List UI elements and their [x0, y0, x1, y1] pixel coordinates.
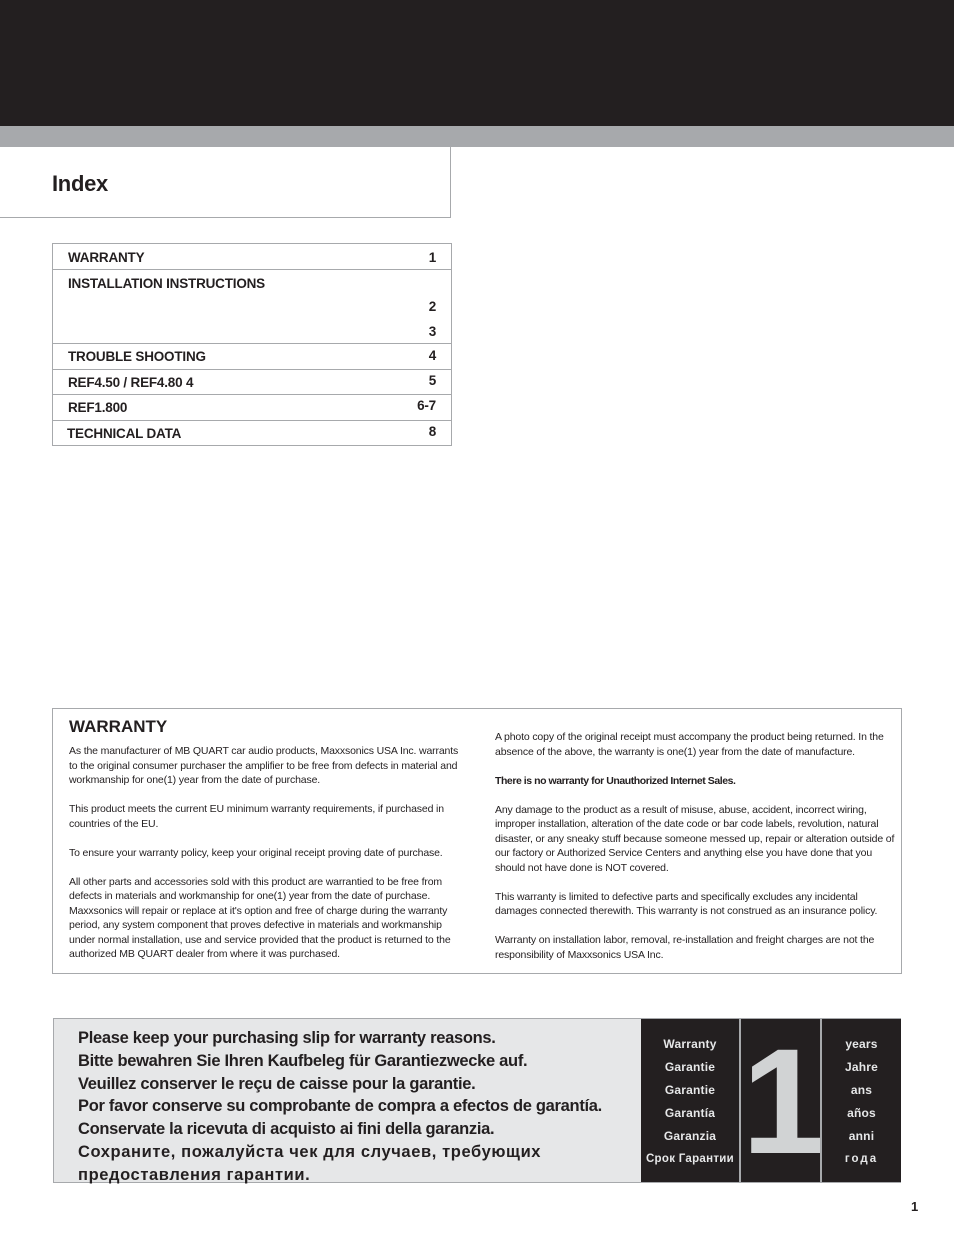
toc-page: 2 [428, 299, 436, 314]
years-word: years [845, 1037, 878, 1051]
years-word: anni [848, 1129, 875, 1143]
toc-page: 8 [428, 424, 436, 439]
index-heading-box [0, 147, 451, 218]
years-word-list [822, 1019, 901, 1182]
years-number: 1 [741, 1016, 820, 1185]
warranty-right-column [495, 730, 895, 977]
toc-page: 5 [428, 373, 436, 388]
notice-line-en: Please keep your purchasing slip for warranty reasons. [78, 1029, 496, 1047]
warranty-word-list [641, 1019, 739, 1182]
warranty-paragraph: This product meets the current EU minimum warranty requirements, if purchased in countries of the EU. [69, 803, 444, 830]
toc-page: 1 [428, 250, 436, 265]
warranty-paragraph: To ensure your warranty policy, keep your original receipt proving date of purchase. [69, 846, 443, 859]
notice-line-es: Por favor conserve su comprobante de compra a efectos de garantía. [78, 1097, 602, 1116]
toc-page: 3 [428, 324, 436, 339]
notice-line-de: Bitte bewahren Sie Ihren Kaufbeleg für Garantiezwecke auf. [78, 1051, 528, 1070]
warranty-word: Garantía [664, 1106, 716, 1120]
years-word: ans [850, 1083, 873, 1097]
warranty-left-column [69, 744, 469, 976]
header-grey-band [0, 126, 954, 147]
toc-label: INSTALLATION INSTRUCTIONS [68, 276, 265, 291]
toc-page: 4 [428, 348, 436, 363]
toc-row-ref4[interactable] [53, 370, 451, 395]
notice-line-ru-cont: предоставления гарантии. [78, 1165, 311, 1184]
toc-row-installation[interactable] [53, 270, 451, 344]
toc-row-technical-data[interactable] [53, 421, 451, 445]
warranty-paragraph: All other parts and accessories sold with this product are warrantied to be free from defects in materials and workmanship for one(1) year from the date of purchase. Maxxsonics will repair or replace at it's option and free of charge during the warranty period, any system component that proves defective in materials and workmanship under normal installation, use and service provided that the product is returned to the authorized MB QUART dealer from where it was purchased. [69, 875, 451, 960]
toc-label: TECHNICAL DATA [67, 426, 182, 441]
toc-row-trouble-shooting[interactable] [53, 344, 451, 370]
page-number: 1 [911, 1199, 919, 1214]
years-word: años [847, 1106, 876, 1120]
internet-sales-notice: There is no warranty for Unauthorized Internet Sales. [495, 774, 736, 787]
warranty-paragraph: Warranty on installation labor, removal, re-installation and freight charges are not the responsibility of Maxxsonics USA Inc. [495, 934, 875, 961]
warranty-paragraph: Any damage to the product as a result of misuse, abuse, accident, incorrect wiring, improper installation, alteration of the date code or bar code labels, revolution, natural disaster, or any sneaky stuff because someone messed up, repair or alteration outside of our factory or Authorized Service Centers and anything else you have done that you should not have done is NOT covered. [495, 803, 895, 874]
warranty-word: Warranty [663, 1037, 717, 1051]
toc-page: 6-7 [417, 398, 436, 413]
toc-row-warranty[interactable] [53, 244, 451, 270]
notice-line-fr: Veuillez conserver le reçu de caisse pour la garantie. [78, 1074, 476, 1093]
warranty-title: WARRANTY [69, 717, 168, 736]
warranty-paragraph: As the manufacturer of MB QUART car audio products, Maxxsonics USA Inc. warrants to the original consumer purchaser the amplifier to be free from defects in material and workmanship for one(1) year from the date of purchase. [69, 745, 459, 786]
warranty-paragraph: This warranty is limited to defective parts and specifically excludes any incidental damages connected therewith. This warranty is not construed as an insurance policy. [495, 890, 878, 917]
warranty-word: Срок Гарантии [645, 1153, 735, 1165]
notice-line-ru: Сохраните, пожалуйста чек для случаев, требующих [78, 1142, 542, 1161]
toc-label: WARRANTY [68, 250, 145, 265]
warranty-word: Garantie [664, 1060, 716, 1074]
toc-row-ref1[interactable] [53, 395, 451, 421]
warranty-word: Garanzia [663, 1129, 717, 1143]
header-dark-band [0, 0, 954, 126]
notice-lines [78, 1027, 638, 1187]
page-title: Index [52, 171, 108, 196]
toc-label: REF4.50 / REF4.80 4 [68, 375, 194, 390]
warranty-paragraph: A photo copy of the original receipt must accompany the product being returned. In the absence of the above, the warranty is one(1) year from the date of manufacture. [495, 731, 884, 758]
notice-line-it: Conservate la ricevuta di acquisto ai fini della garanzia. [78, 1120, 495, 1139]
warranty-word: Garantie [664, 1083, 716, 1097]
warranty-period-badge [641, 1016, 901, 1185]
toc-label: TROUBLE SHOOTING [68, 349, 206, 364]
years-word: Jahre [844, 1060, 879, 1074]
toc-label: REF1.800 [68, 400, 128, 415]
table-of-contents [52, 243, 452, 446]
years-word: года [844, 1153, 879, 1165]
warranty-section [52, 708, 902, 974]
